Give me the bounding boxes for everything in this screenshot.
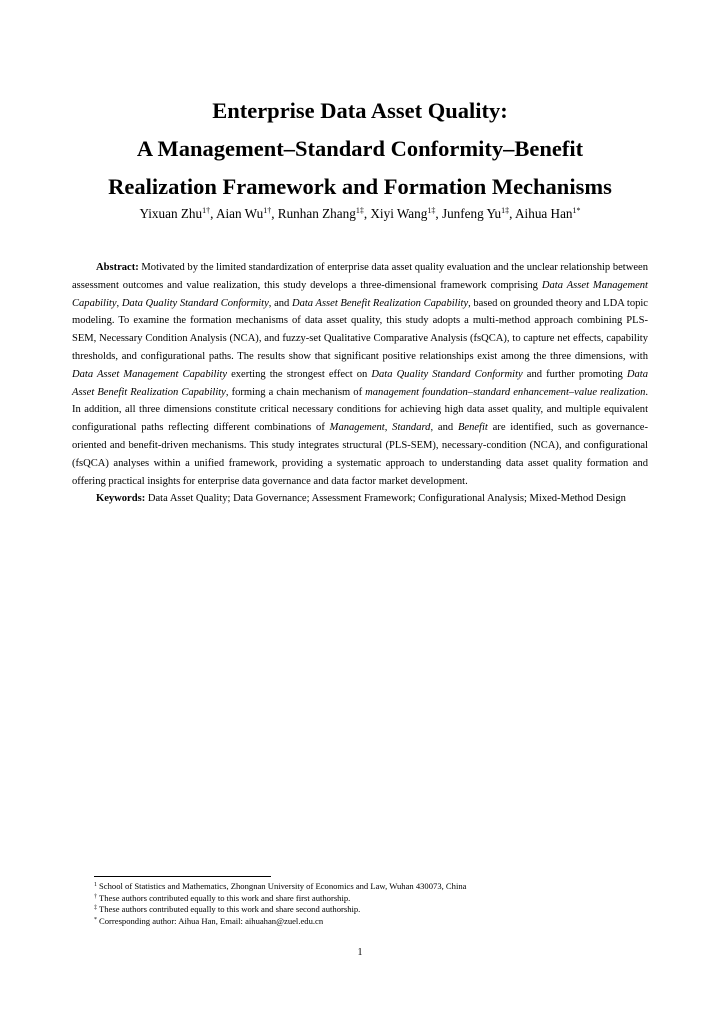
author: Aian $Wu^{1\dagger}$, bbox=[215, 206, 278, 221]
author: Xiyi Wang$^{1\ddagger}$, bbox=[370, 206, 442, 221]
title-line-2: A Management–Standard Conformity–Benefit bbox=[136, 136, 584, 161]
keywords-paragraph bbox=[72, 490, 648, 508]
author: Yixuan Zhu$^{1\dagger}$, bbox=[139, 206, 216, 221]
abstract-label: Abstract: bbox=[96, 262, 139, 273]
paper-title bbox=[40, 92, 680, 206]
footnotes bbox=[94, 881, 654, 928]
author-list bbox=[40, 205, 680, 223]
author-affiliation-mark: 1* bbox=[572, 206, 581, 215]
author: Runhan Zhang$^{1\ddagger}$, bbox=[277, 206, 371, 221]
footnote-second-authorship: ‡ These authors contributed equally to this work and share second authorship. bbox=[94, 904, 361, 915]
footnote-divider bbox=[94, 876, 271, 877]
author: Junfeng $Yu^{1\ddagger}$, bbox=[441, 206, 516, 221]
keywords-text: Data Asset Quality; Data Governance; Assessment Framework; Configurational Analysis; Mixed-Method Design bbox=[145, 493, 626, 505]
page-number: 1 bbox=[357, 947, 363, 958]
author-affiliation-mark: 1‡ bbox=[355, 206, 364, 215]
title-line-3: Realization Framework and Formation Mechanisms bbox=[108, 174, 612, 199]
footnote-first-authorship: † These authors contributed equally to this work and share first authorship. bbox=[94, 892, 351, 903]
author-affiliation-mark: 1‡ bbox=[427, 206, 436, 215]
title-line-1: Enterprise Data Asset Quality: bbox=[212, 98, 508, 123]
abstract-paragraph: Abstract: Motivated by the limited standardization of enterprise data asset quality evaluation and the unclear relationship between assessment outcomes and value realization, this study develops a three-dimensional framework comprising Data Asset Management Capability, Data Quality Standard Conformity, and Data Asset Benefit Realization Capability, based on grounded theory and LDA topic modeling. To examine the formation mechanisms of data asset quality, this study adopts a multi-method approach combining PLS-SEM, Necessary Condition Analysis (NCA), and fuzzy-set Qualitative Comparative Analysis (fsQCA), to capture net effects, capability thresholds, and configurational paths. The results show that significant positive relationships exist among the three dimensions, with Data Asset Management Capability exerting the strongest effect on Data Quality Standard Conformity and further promoting Data Asset Benefit Realization Capability, forming a chain mechanism of management foundation–standard enhancement–value realization. In addition, all three dimensions constitute critical necessary conditions for achieving high data asset quality, and multiple equivalent configurational paths reflecting different combinations of Management, Standard, and Benefit are identified, such as governance-oriented and benefit-driven mechanisms. This study integrates structural (PLS-SEM), necessary-condition (NCA), and configurational (fsQCA) analyses within a unified framework, providing a systematic approach to understanding data asset quality formation and offering practical insights for enterprise data governance and data factor market development. bbox=[72, 262, 649, 487]
author-affiliation-mark: 1‡ bbox=[501, 206, 510, 215]
abstract-section bbox=[72, 259, 648, 508]
footnote-affiliation: $^1$ School of Statistics and Mathematics, Zhongnan University of Economics and Law, Wuhan 430073, China bbox=[94, 881, 467, 891]
keywords-label: Keywords: bbox=[96, 493, 146, 505]
author-affiliation-mark: 1† bbox=[263, 206, 272, 215]
author: Aihua Han$^{1*}$ bbox=[515, 206, 581, 221]
author-affiliation-mark: 1† bbox=[202, 206, 211, 215]
footnote-corresponding-author: * Corresponding author: Aihua Han, Email: aihuahan@zuel.edu.cn bbox=[94, 916, 324, 927]
